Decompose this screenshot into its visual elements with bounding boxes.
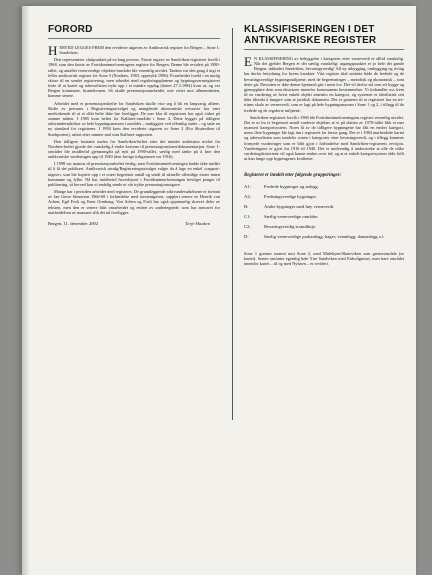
author-signature: Terje Hauken	[185, 220, 210, 226]
place-date: Bergen, 11. desember 2002	[48, 220, 99, 226]
category-list-heading: Registeret er inndelt etter følgende grupperinger:	[244, 173, 342, 179]
foreword-heading: FORORD	[48, 24, 220, 39]
foreword-paragraph-2: Den representerer sluttpunktet på en lang prosess. Første utgave av Sandviken-registeret forelå i 1968, som den første av Fortidsminneforeningens registre for Bergen. Denne ble revidert på 1980-tallet, og antallet verneverdige objekter/områder ble vesentlig utvidet. Tanken var den gang å utgi et felles antikvarisk register for Sone 3 (Nordnes, 1983, opptrykk 1986). Forarbeidet forelå i en mulig skisse til en samlet registrering, men arbeidet med reguleringsplanene og bygningsvernregisteret førte til at kartet og adresselisten trykt opp i et mindre opplag (datert 27.3.1984) kom ut, og var Bergen kommune, byantikvaren. Så skulle presentasjonsarbeidet, mer rettet mot allmennheten, komme senere.	[48, 57, 220, 99]
foreword-paragraph-6: Mange har i perioden arbeidet med registeret. De grunnleggende arkivundersøkelsene er foretatt av Jan Giese Stenersen 1966-68 i forbindelse med førsteutgaven, supplert senere av Henrik von Achen, Egil Fosli og Knut Ormhaug. Von Achen og Fosli har også opprinnelig skrevet deler av teksten, men den er senere blitt omarbeidet og endret av undertegnede, som har ansvaret for utarbeidelsen av manuset slik det nå foreligger.	[48, 189, 220, 215]
foreword-column	[48, 24, 220, 226]
list-item: D: Særlig verneverdige parkanlegg, hager, veianlegg, damanlegg o.l.	[244, 233, 385, 239]
list-item: C1: Særlig verneverdige områder.	[244, 213, 319, 219]
foreword-dropcap: H	[48, 43, 58, 58]
column-divider	[232, 28, 233, 420]
classification-paragraph-1: E N KLASSIFISERING av bebyggelse i kategorier etter verneverdi er alltid vanskelig. Når det gjelder Bergen er det særlig vanskelig: utgangspunktet er jo hele det gamle Bergen, inkludert Sandviken, bevaringsverdig! All ny utbygging, ombygging og riving har derfor betydning for byens karakter. Vårt register skal omfatte både de fredede og de bevaringsverdige bygningsmiljøene, med de begrensninger – metodisk og økonomisk – som dette gir. Dessuten er ikke denne hjemmel gitt i noen lov. Det vil derfor stå som ett bygge og gjenoppføre dem som eksisterer innenfor kommunens bestemmelser. Vi forhandler oss frem til en vurdering av hvert enkelt objekt innenfor en kategori, og systemet er idealistisk sett ikke tiltenkt å fungere som et juridisk dokument. Det er grunnen til at registeret har en tre-trinns skala av verneverdi, som er lagt på hele bygningsmassen i Sone 1 og 2, i tillegg til de fredede og de regulerte miljøene.	[244, 54, 404, 113]
foreword-signature-line	[48, 221, 220, 226]
classification-heading: KLASSIFISERINGEN I DET ANTIKVARISKE REGISTER	[244, 24, 404, 50]
category-list	[244, 184, 404, 239]
page-spine-shadow	[22, 6, 30, 575]
zone-note: Sone 1 grenser innerst mot Sone 2, med Mulebyen/Skuteviken som grenseområde (se kartet). Sonen omfatter egentlig hele Ytre Sandviken med Eidsvågneset, men bare området innenfor kartet – til og med Nyhavn – er revidert.	[244, 251, 404, 267]
classification-column	[244, 24, 404, 271]
classification-paragraph-2: Sandviken-registeret forelå i 1968 ble Fortidsminneforeningens register vesentlig utvidet. Det er ut fra et begrenset antall vurderte objekter at vi på slutten av 1970-tallet fikk et mer nyansert kategorisystem. Noen få av de tidligere bygningene har fått en endret kategori, mens flere bygninger ble lagt inn i registeret for første gang. Det er i 1984 utarbeidede kartet og adresselisten som inndeler sonen i kategorier etter bevaringsverdi, og i tillegg kommer fornyede vurderinger som er blitt gjort i forbindelse med Sandviken-registerets revisjon. Vurderingene er gjort fra 1916 til 1940. Det er nødvendig å understreke at alle de ulike vurderingskriteriene vil også kunne endres over tid, og at et enkelt kategorisystem aldri fullt ut kan fange opp bygningenes kvaliteter.	[244, 114, 404, 161]
list-item: A1: Fredede bygninger og anlegg.	[244, 184, 319, 190]
list-item: B: Andre bygninger med høy verneverdi.	[244, 203, 335, 209]
document-page	[22, 6, 416, 575]
foreword-paragraph-4: Den tidligere fastsatte malen for Sandviken-heftet etter det mindre ambisiøse nivået fra Nordnes-heftet gjorde det vanskelig å endre kravene til presentasjonsform/dokumentasjon. Sone 1-området ble imidlertid gjennomgått på nytt på 1990-tallet, særlig med tanke på å føre den antikvariske vurderingen opp til 1940 (den forrige tidsgrensen var 1916).	[48, 138, 220, 160]
foreword-paragraph-3: Arbeidet med et presentasjonshefte for Sandviken skulle vise seg å bli en langvarig affære. Skifte av personer i Registreringsutvalget og manglende økonomiske ressurser har vært medvirkende til at et slikt hefte ikke har foreligget. De mer klar til registreret har også virket på samme måten. I 1985 kom heftet for Kalfaret-området i Sone 4. Dette bygget på tidligere arkivundersøkelser av hele bygningsmassen i området – muliggjort ved offentlig støtte – og satte en ny standard for registrene. I 1994 kom den reviderte utgaven av Sone 2 (Fra Skuteviken til Stadsporten), utført etter samme mal som Kalfaret-rapporten.	[48, 100, 220, 137]
foreword-paragraph-1: HERVED LEGGES FREM den reviderte utgaven av Antikvarisk register for Bergen – Sone 1: Sandviken.	[48, 43, 220, 58]
list-item: A2: Fredningsverdige bygninger.	[244, 194, 317, 200]
classification-dropcap: E	[244, 54, 252, 69]
list-item: C2: Bevaringsverdig strandlinje.	[244, 223, 317, 229]
foreword-paragraph-5: I 1998 var mamus til presentasjonsheftet ferdig, men Fortidsminneforeningen hadde ikke midler til å få det publisert. Antikvarisk utvalg/Registreringsutvalget valgte da å lage en enkel «rapport-utgave» som ble kopiert opp i et svært begrenset antall og sendt til aktuelle offentlige etater innen kommune og fylke. Nå har imidlertid hovedstyret i Fortidsminneforeningen bevilget penger til publisering, så herved kan vi endelig sende ut vår trykte presentasjonsutgave.	[48, 161, 220, 187]
